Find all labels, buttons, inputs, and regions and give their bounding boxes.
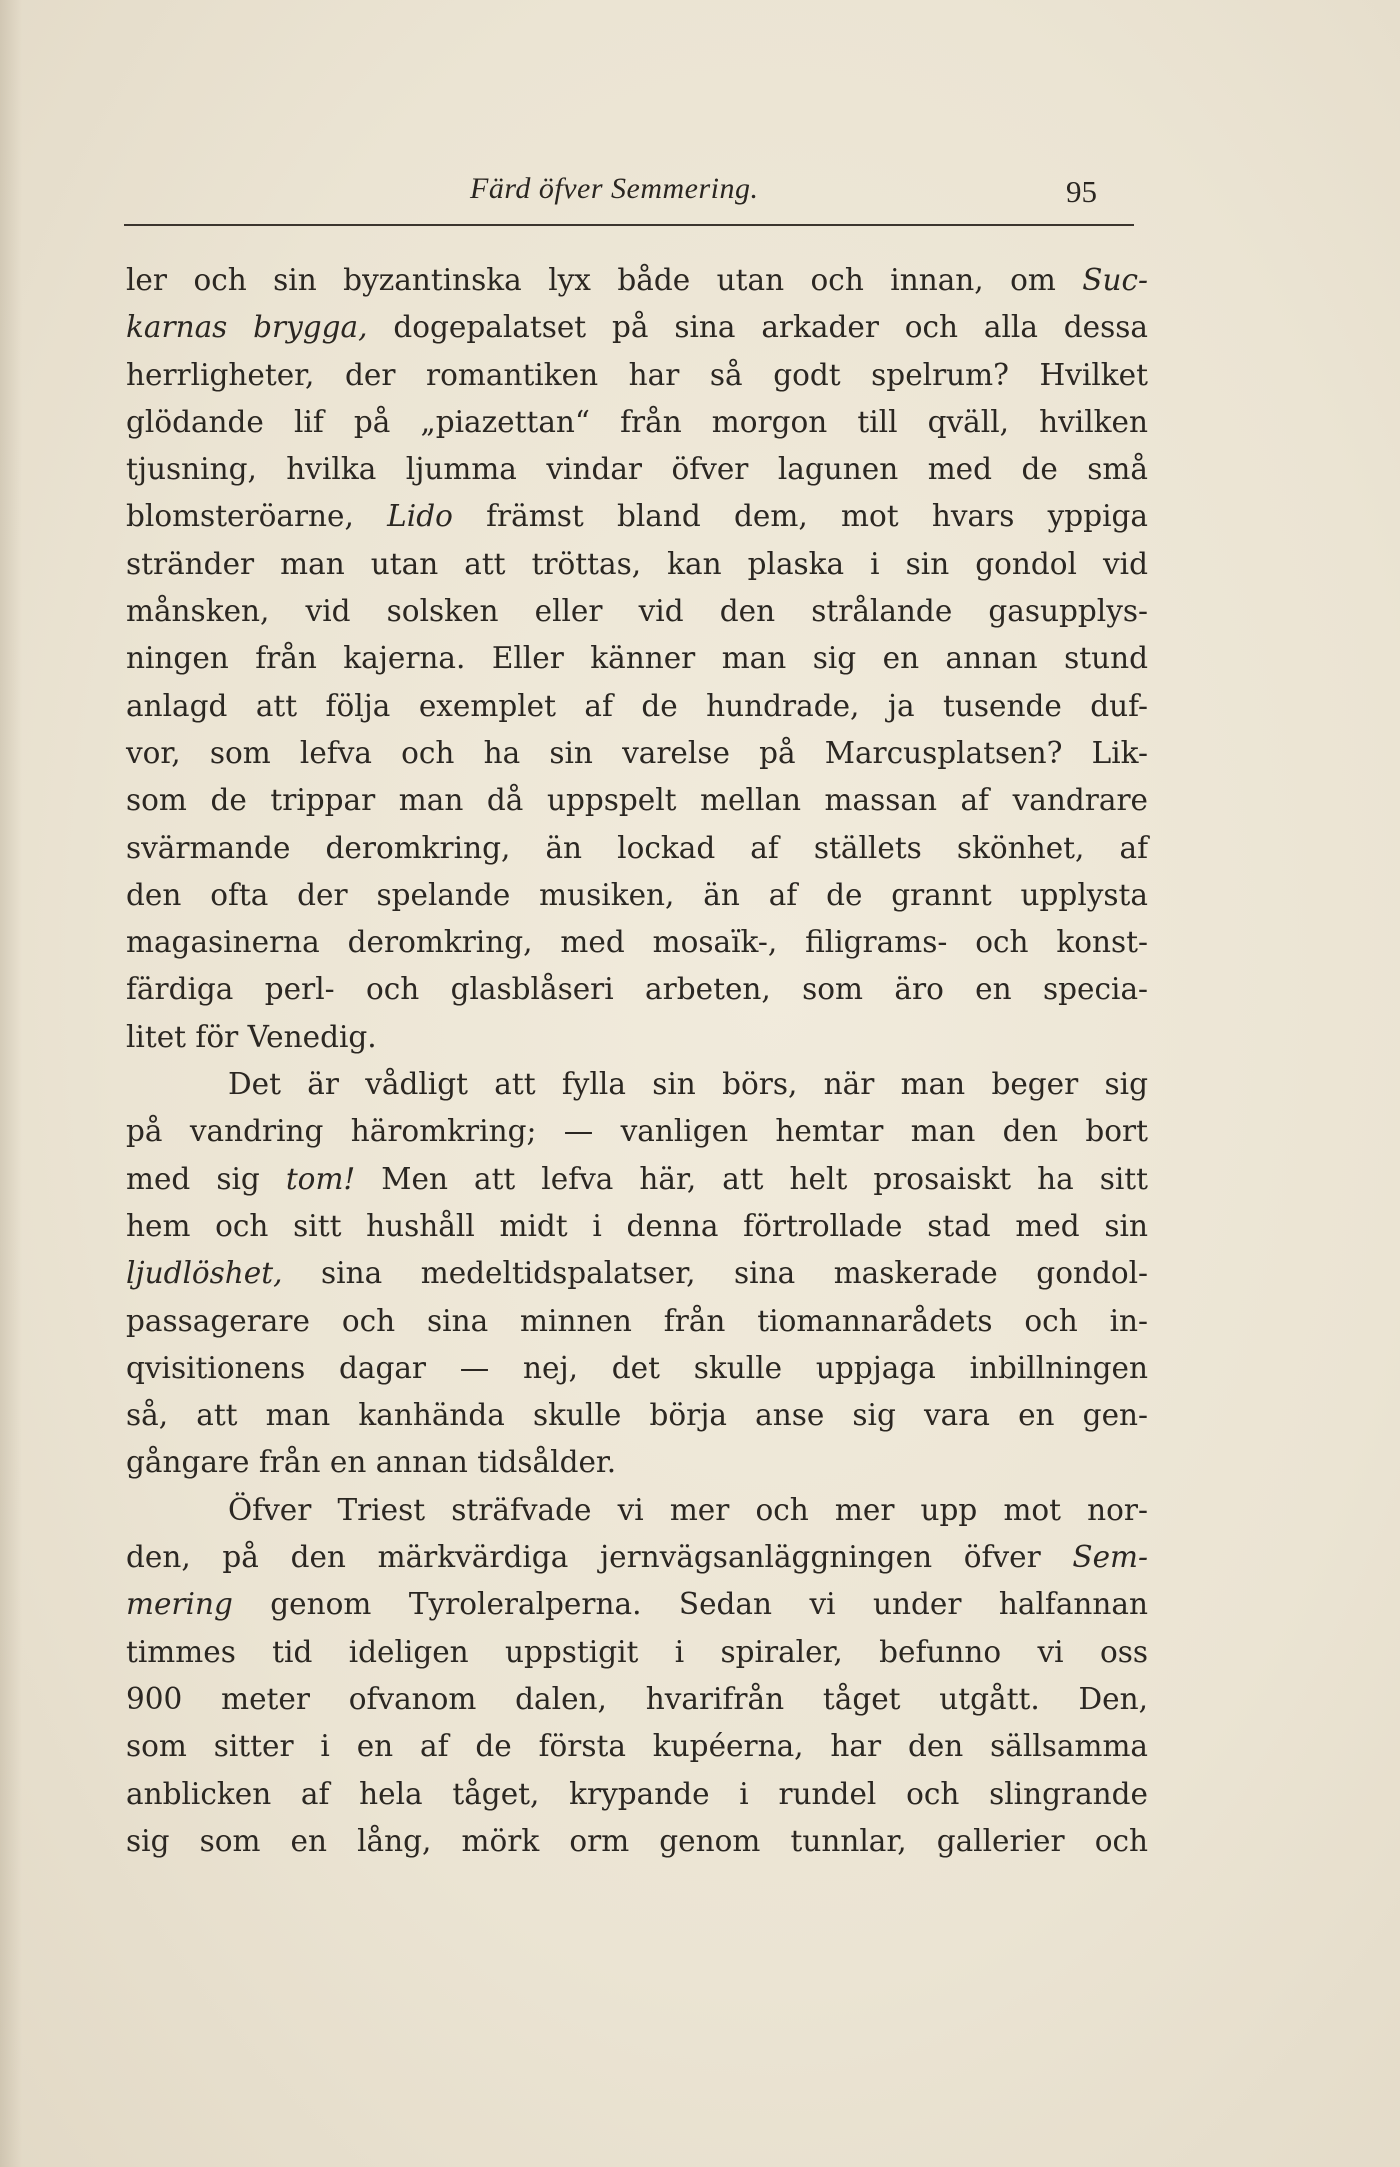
text-line: med sig tom! Men att lefva här, att helt prosaiskt ha sitt (126, 1161, 1149, 1196)
text-line: svärmande deromkring, än lockad af ställets skönhet, af (126, 830, 1148, 865)
text-line: som de trippar man då uppspelt mellan massan af vandrare (126, 783, 1148, 818)
text-line-paragraph-end: litet för Venedig. (126, 1019, 377, 1054)
text-line: karnas brygga, dogepalatset på sina arkader och alla dessa (126, 310, 1148, 345)
text-line: stränder man utan att tröttas, kan plaska i sin gondol vid (126, 546, 1148, 581)
text-line: ningen från kajerna. Eller känner man sig en annan stund (126, 641, 1148, 676)
text-line: som sitter i en af de första kupéerna, har den sällsamma (126, 1729, 1148, 1764)
text-line: så, att man kanhända skulle börja anse sig vara en gen- (126, 1398, 1148, 1433)
page-header (124, 168, 1134, 220)
text-line: 900 meter ofvanom dalen, hvarifrån tåget utgått. Den, (126, 1681, 1148, 1716)
text-line: blomsteröarne, Lido främst bland dem, mot hvars yppiga (126, 499, 1148, 534)
text-line: färdiga perl- och glasblåseri arbeten, som äro en specia- (126, 972, 1148, 1007)
text-line: vor, som lefva och ha sin varelse på Marcusplatsen? Lik- (126, 735, 1148, 770)
header-rule (124, 224, 1134, 226)
text-line: på vandring häromkring; — vanligen hemtar man den bort (126, 1114, 1148, 1149)
text-line: magasinerna deromkring, med mosaïk-, filigrams- och konst- (126, 925, 1148, 960)
text-line: glödande lif på „piazettan“ från morgon till qväll, hvilken (126, 404, 1148, 439)
text-line-paragraph-start: Öfver Triest sträfvade vi mer och mer upp mot nor- (228, 1492, 1148, 1527)
text-line: tjusning, hvilka ljumma vindar öfver lagunen med de små (126, 452, 1148, 487)
text-line: qvisitionens dagar — nej, det skulle uppjaga inbillningen (126, 1350, 1148, 1385)
page-edge-shadow (0, 0, 22, 2167)
page-number: 95 (1066, 174, 1097, 209)
body-text (126, 257, 1148, 1865)
text-line: timmes tid ideligen uppstigit i spiraler, befunno vi oss (126, 1634, 1148, 1669)
text-line: hem och sitt hushåll midt i denna förtrollade stad med sin (126, 1208, 1148, 1243)
text-line: anblicken af hela tåget, krypande i rundel och slingrande (126, 1776, 1148, 1811)
text-line: anlagd att följa exemplet af de hundrade, ja tusende duf- (126, 688, 1148, 723)
text-line-paragraph-end: gångare från en annan tidsålder. (126, 1445, 617, 1480)
text-line-paragraph-start: Det är vådligt att fylla sin börs, när man beger sig (228, 1067, 1148, 1102)
text-line: ljudlöshet, sina medeltidspalatser, sina maskerade gondol- (126, 1256, 1148, 1291)
text-line: sig som en lång, mörk orm genom tunnlar, gallerier och (126, 1823, 1148, 1858)
text-line: den ofta der spelande musiken, än af de grannt upplysta (126, 877, 1148, 912)
text-line: den, på den märkvärdiga jernvägsanläggningen öfver Sem- (126, 1540, 1148, 1575)
text-line: månsken, vid solsken eller vid den strålande gasupplys- (126, 594, 1148, 629)
running-title: Färd öfver Semmering. (470, 172, 759, 205)
text-line: passagerare och sina minnen från tiomannarådets och in- (126, 1303, 1148, 1338)
text-line: herrligheter, der romantiken har så godt spelrum? Hvilket (126, 357, 1148, 392)
text-line: ler och sin byzantinska lyx både utan och innan, om Suc- (126, 263, 1148, 297)
text-line: mering genom Tyroleralperna. Sedan vi under halfannan (126, 1587, 1148, 1622)
